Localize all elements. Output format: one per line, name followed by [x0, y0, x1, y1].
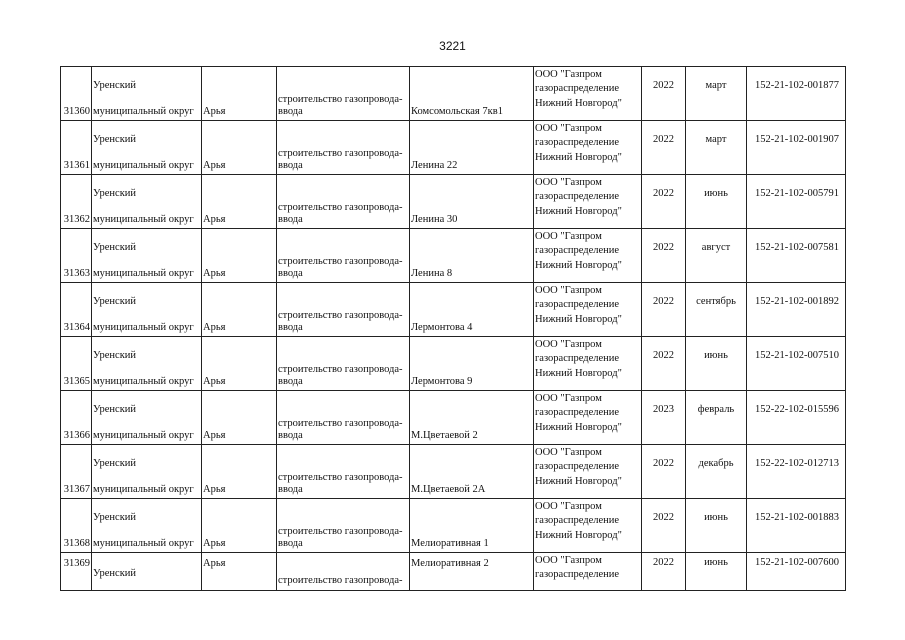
- month: декабрь: [698, 458, 734, 469]
- year-cell: [641, 175, 685, 228]
- organization-line-2: газораспределение: [535, 299, 620, 310]
- year: 2022: [653, 188, 674, 199]
- month-cell: [685, 553, 746, 590]
- address: Ленина 22: [411, 160, 458, 171]
- organization-line-3: Нижний Новгород": [535, 152, 622, 163]
- organization-line-3: Нижний Новгород": [535, 314, 622, 325]
- address-cell: [409, 445, 533, 498]
- table-row: [60, 390, 846, 444]
- registry-code: 152-22-102-015596: [755, 404, 839, 415]
- year: 2022: [653, 80, 674, 91]
- work-type-cell: [276, 229, 409, 282]
- work-type-line-1: строительство газопровода-: [278, 256, 403, 267]
- address: Ленина 8: [411, 268, 453, 279]
- work-type-line-2: ввода: [278, 484, 303, 495]
- address-cell: [409, 121, 533, 174]
- work-type-cell: [276, 337, 409, 390]
- organization-line-1: ООО "Газпром: [535, 285, 602, 296]
- work-type-line-2: ввода: [278, 430, 303, 441]
- organization-line-1: ООО "Газпром: [535, 555, 602, 566]
- organization-line-2: газораспределение: [535, 137, 620, 148]
- district-cell: [91, 445, 201, 498]
- month-cell: [685, 283, 746, 336]
- address: Комсомольская 7кв1: [411, 106, 503, 117]
- work-type-cell: [276, 283, 409, 336]
- table-row: [60, 174, 846, 228]
- organization-line-1: ООО "Газпром: [535, 447, 602, 458]
- year-cell: [641, 553, 685, 590]
- district-line-1: Уренский: [93, 458, 137, 469]
- year: 2022: [653, 458, 674, 469]
- code-cell: [746, 229, 847, 282]
- district-cell: [91, 121, 201, 174]
- district-line-1: Уренский: [93, 296, 137, 307]
- organization-line-3: Нижний Новгород": [535, 206, 622, 217]
- district-line-1: Уренский: [93, 134, 137, 145]
- district-line-2: муниципальный округ: [93, 322, 194, 333]
- registry-code: 152-22-102-012713: [755, 458, 839, 469]
- month: июнь: [704, 188, 728, 199]
- locality: Арья: [203, 322, 226, 333]
- work-type-line-1: строительство газопровода-: [278, 94, 403, 105]
- table-row: [60, 282, 846, 336]
- work-type-line-1: строительство газопровода-: [278, 526, 403, 537]
- locality-cell: [201, 499, 276, 552]
- organization-line-1: ООО "Газпром: [535, 339, 602, 350]
- year: 2022: [653, 296, 674, 307]
- district-line-2: муниципальный округ: [93, 106, 194, 117]
- organization-cell: [533, 121, 641, 174]
- district-line-2: муниципальный округ: [93, 376, 194, 387]
- organization-line-2: газораспределение: [535, 515, 620, 526]
- month: сентябрь: [696, 296, 736, 307]
- address-cell: [409, 175, 533, 228]
- district-line-1: Уренский: [93, 568, 137, 579]
- district-cell: [91, 553, 201, 590]
- locality-cell: [201, 391, 276, 444]
- registry-code: 152-21-102-007581: [755, 242, 839, 253]
- district-line-1: Уренский: [93, 512, 137, 523]
- organization-line-2: газораспределение: [535, 245, 620, 256]
- address-cell: [409, 553, 533, 590]
- work-type-line-2: ввода: [278, 106, 303, 117]
- organization-cell: [533, 229, 641, 282]
- district-line-2: муниципальный округ: [93, 214, 194, 225]
- month-cell: [685, 499, 746, 552]
- year: 2022: [653, 242, 674, 253]
- organization-cell: [533, 445, 641, 498]
- address-cell: [409, 499, 533, 552]
- organization-cell: [533, 391, 641, 444]
- work-type-cell: [276, 499, 409, 552]
- month-cell: [685, 121, 746, 174]
- district-line-2: муниципальный округ: [93, 484, 194, 495]
- month: июнь: [704, 512, 728, 523]
- work-type-cell: [276, 121, 409, 174]
- registry-code: 152-21-102-001907: [755, 134, 839, 145]
- code-cell: [746, 499, 847, 552]
- organization-line-2: газораспределение: [535, 353, 620, 364]
- month: март: [705, 80, 727, 91]
- organization-line-1: ООО "Газпром: [535, 231, 602, 242]
- locality-cell: [201, 175, 276, 228]
- row-number-cell: [61, 553, 91, 590]
- table-row: [60, 336, 846, 390]
- district-line-1: Уренский: [93, 404, 137, 415]
- row-number-cell: [61, 445, 91, 498]
- work-type-line-1: строительство газопровода-: [278, 310, 403, 321]
- row-number-cell: [61, 337, 91, 390]
- work-type-cell: [276, 553, 409, 590]
- year: 2022: [653, 134, 674, 145]
- registry-code: 152-21-102-001877: [755, 80, 839, 91]
- locality-cell: [201, 445, 276, 498]
- row-number: 31361: [63, 160, 90, 171]
- row-number: 31364: [63, 322, 90, 333]
- registry-code: 152-21-102-001892: [755, 296, 839, 307]
- month-cell: [685, 445, 746, 498]
- year-cell: [641, 391, 685, 444]
- row-number: 31365: [63, 376, 90, 387]
- district-line-1: Уренский: [93, 80, 137, 91]
- data-table: [60, 66, 846, 591]
- row-number-cell: [61, 175, 91, 228]
- address-cell: [409, 67, 533, 120]
- district-cell: [91, 67, 201, 120]
- work-type-line-2: ввода: [278, 214, 303, 225]
- locality: Арья: [203, 430, 226, 441]
- district-line-1: Уренский: [93, 242, 137, 253]
- locality-cell: [201, 283, 276, 336]
- work-type-line-1: строительство газопровода-: [278, 202, 403, 213]
- address-cell: [409, 391, 533, 444]
- row-number: 31360: [63, 106, 90, 117]
- locality-cell: [201, 553, 276, 590]
- row-number-cell: [61, 499, 91, 552]
- year: 2022: [653, 350, 674, 361]
- organization-line-2: газораспределение: [535, 569, 620, 580]
- table-row: [60, 498, 846, 552]
- address-cell: [409, 283, 533, 336]
- month: июнь: [704, 350, 728, 361]
- district-cell: [91, 337, 201, 390]
- district-cell: [91, 175, 201, 228]
- district-line-1: Уренский: [93, 188, 137, 199]
- row-number: 31363: [63, 268, 90, 279]
- year: 2023: [653, 404, 674, 415]
- table-row: [60, 552, 846, 591]
- row-number: 31362: [63, 214, 90, 225]
- locality: Арья: [203, 538, 226, 549]
- work-type-cell: [276, 67, 409, 120]
- organization-line-3: Нижний Новгород": [535, 368, 622, 379]
- locality: Арья: [203, 268, 226, 279]
- year-cell: [641, 283, 685, 336]
- district-cell: [91, 229, 201, 282]
- organization-cell: [533, 175, 641, 228]
- month-cell: [685, 337, 746, 390]
- work-type-line-2: ввода: [278, 268, 303, 279]
- work-type-line-1: строительство газопровода-: [278, 364, 403, 375]
- address: М.Цветаевой 2: [411, 430, 478, 441]
- address: Ленина 30: [411, 214, 458, 225]
- locality: Арья: [203, 160, 226, 171]
- address: Лермонтова 9: [411, 376, 473, 387]
- organization-line-1: ООО "Газпром: [535, 393, 602, 404]
- organization-line-2: газораспределение: [535, 407, 620, 418]
- work-type-line-2: ввода: [278, 538, 303, 549]
- work-type-line-2: ввода: [278, 322, 303, 333]
- organization-line-2: газораспределение: [535, 461, 620, 472]
- work-type-line-1: строительство газопровода-: [278, 148, 403, 159]
- organization-cell: [533, 283, 641, 336]
- organization-line-1: ООО "Газпром: [535, 69, 602, 80]
- row-number: 31366: [63, 430, 90, 441]
- district-cell: [91, 499, 201, 552]
- row-number: 31368: [63, 538, 90, 549]
- organization-line-3: Нижний Новгород": [535, 530, 622, 541]
- locality-cell: [201, 67, 276, 120]
- month-cell: [685, 67, 746, 120]
- address: М.Цветаевой 2А: [411, 484, 486, 495]
- locality: Арья: [203, 484, 226, 495]
- row-number-cell: [61, 283, 91, 336]
- row-number-cell: [61, 67, 91, 120]
- district-line-2: муниципальный округ: [93, 268, 194, 279]
- page-number: 3221: [439, 39, 466, 53]
- locality-cell: [201, 121, 276, 174]
- work-type-line-1: строительство газопровода-: [278, 575, 403, 586]
- district-cell: [91, 283, 201, 336]
- locality-cell: [201, 229, 276, 282]
- organization-line-3: Нижний Новгород": [535, 98, 622, 109]
- address: Лермонтова 4: [411, 322, 473, 333]
- registry-code: 152-21-102-007600: [755, 557, 839, 568]
- work-type-line-2: ввода: [278, 160, 303, 171]
- year-cell: [641, 445, 685, 498]
- year: 2022: [653, 512, 674, 523]
- year-cell: [641, 67, 685, 120]
- organization-line-3: Нижний Новгород": [535, 260, 622, 271]
- work-type-line-2: ввода: [278, 376, 303, 387]
- district-line-1: Уренский: [93, 350, 137, 361]
- registry-code: 152-21-102-005791: [755, 188, 839, 199]
- district-cell: [91, 391, 201, 444]
- code-cell: [746, 175, 847, 228]
- address: Мелиоративная 1: [411, 538, 489, 549]
- month: август: [701, 242, 731, 253]
- month-cell: [685, 175, 746, 228]
- row-number-cell: [61, 121, 91, 174]
- year-cell: [641, 121, 685, 174]
- table-row: [60, 228, 846, 282]
- work-type-cell: [276, 445, 409, 498]
- row-number: 31369: [63, 558, 90, 569]
- organization-line-3: Нижний Новгород": [535, 476, 622, 487]
- month: июнь: [704, 557, 728, 568]
- work-type-cell: [276, 391, 409, 444]
- registry-code: 152-21-102-007510: [755, 350, 839, 361]
- organization-line-1: ООО "Газпром: [535, 177, 602, 188]
- locality: Арья: [203, 376, 226, 387]
- month-cell: [685, 229, 746, 282]
- organization-line-1: ООО "Газпром: [535, 123, 602, 134]
- organization-line-2: газораспределение: [535, 83, 620, 94]
- code-cell: [746, 283, 847, 336]
- district-line-2: муниципальный округ: [93, 538, 194, 549]
- table-row: [60, 66, 846, 120]
- work-type-cell: [276, 175, 409, 228]
- code-cell: [746, 391, 847, 444]
- organization-cell: [533, 499, 641, 552]
- month: март: [705, 134, 727, 145]
- work-type-line-1: строительство газопровода-: [278, 472, 403, 483]
- locality: Арья: [203, 558, 226, 569]
- row-number-cell: [61, 391, 91, 444]
- registry-code: 152-21-102-001883: [755, 512, 839, 523]
- code-cell: [746, 445, 847, 498]
- table-row: [60, 444, 846, 498]
- month-cell: [685, 391, 746, 444]
- table-row: [60, 120, 846, 174]
- locality: Арья: [203, 214, 226, 225]
- address-cell: [409, 229, 533, 282]
- locality-cell: [201, 337, 276, 390]
- address: Мелиоративная 2: [411, 558, 489, 569]
- locality: Арья: [203, 106, 226, 117]
- address-cell: [409, 337, 533, 390]
- code-cell: [746, 67, 847, 120]
- code-cell: [746, 553, 847, 590]
- year-cell: [641, 499, 685, 552]
- row-number-cell: [61, 229, 91, 282]
- row-number: 31367: [63, 484, 90, 495]
- year-cell: [641, 229, 685, 282]
- organization-line-2: газораспределение: [535, 191, 620, 202]
- work-type-line-1: строительство газопровода-: [278, 418, 403, 429]
- year: 2022: [653, 557, 674, 568]
- month: февраль: [697, 404, 735, 415]
- organization-cell: [533, 67, 641, 120]
- year-cell: [641, 337, 685, 390]
- code-cell: [746, 121, 847, 174]
- organization-line-1: ООО "Газпром: [535, 501, 602, 512]
- organization-cell: [533, 337, 641, 390]
- district-line-2: муниципальный округ: [93, 430, 194, 441]
- organization-cell: [533, 553, 641, 590]
- district-line-2: муниципальный округ: [93, 160, 194, 171]
- organization-line-3: Нижний Новгород": [535, 422, 622, 433]
- code-cell: [746, 337, 847, 390]
